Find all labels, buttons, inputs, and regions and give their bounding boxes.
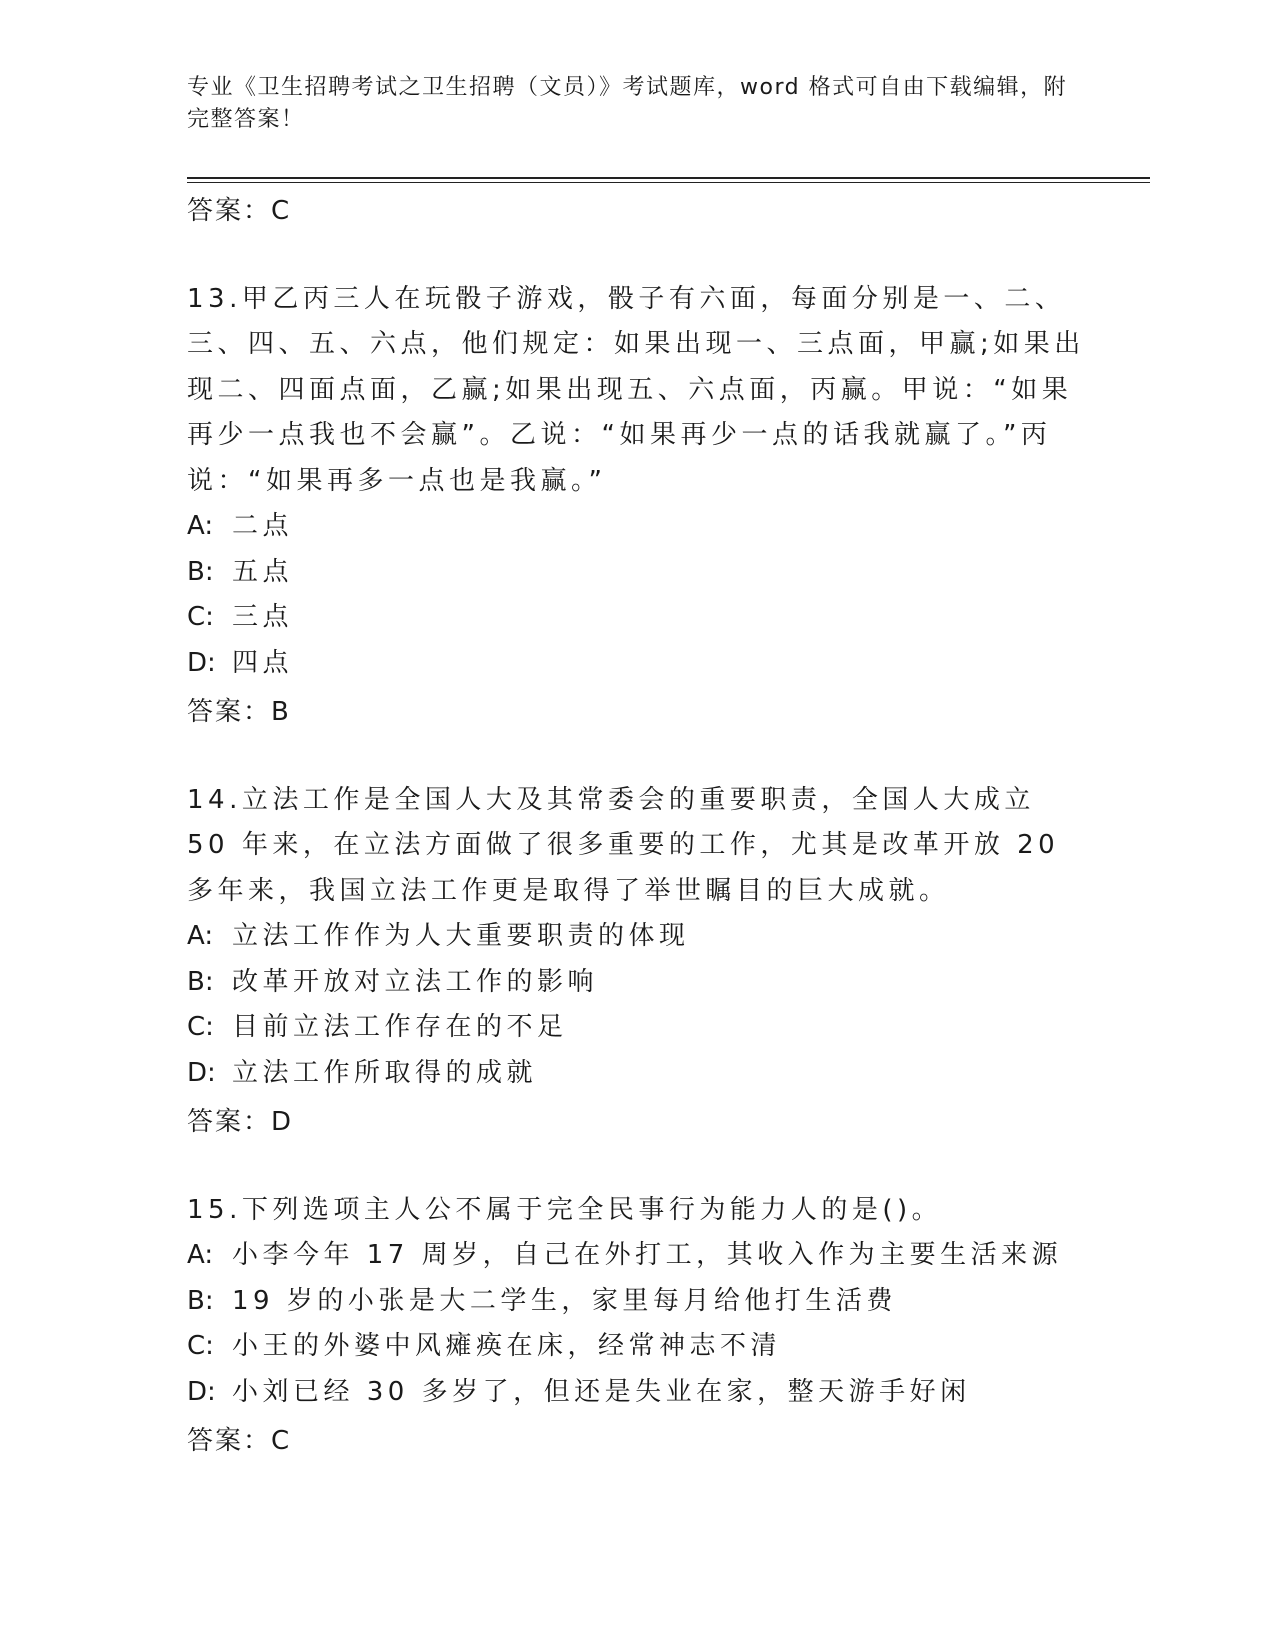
option-a xyxy=(187,914,1087,960)
header-rule-thin xyxy=(187,182,1150,183)
option-key: B: xyxy=(187,556,214,587)
option-key: B: xyxy=(187,1285,214,1316)
option-text: 三点 xyxy=(232,602,294,632)
option-text: 五点 xyxy=(232,556,294,587)
option-text: 改革开放对立法工作的影响 xyxy=(232,966,599,997)
option-d xyxy=(187,1370,1087,1416)
question-list xyxy=(187,185,1087,1465)
answer-line: 答案：B xyxy=(187,697,291,727)
document-header: 专业《卫生招聘考试之卫生招聘（文员）》考试题库，word 格式可自由下载编辑，附完整答案！ xyxy=(187,75,1068,132)
option-key: C: xyxy=(187,1331,214,1361)
option-text: 立法工作所取得的成就 xyxy=(232,1057,538,1088)
option-text: 目前立法工作存在的不足 xyxy=(232,1012,568,1042)
option-c xyxy=(187,1324,1087,1370)
question-15 xyxy=(187,1188,1087,1465)
option-b xyxy=(187,550,1087,596)
option-text: 立法工作作为人大重要职责的体现 xyxy=(232,921,690,951)
option-key: D: xyxy=(187,647,216,678)
option-text: 二点 xyxy=(232,511,294,541)
question-14 xyxy=(187,778,1087,1146)
option-key: C: xyxy=(187,1012,214,1042)
header-rule-thick xyxy=(187,177,1150,179)
option-key: A: xyxy=(187,511,214,541)
answer-line: 答案：D xyxy=(187,1107,294,1137)
question-13 xyxy=(187,277,1087,736)
option-d xyxy=(187,641,1087,687)
option-text: 小李今年 17 周岁，自己在外打工，其收入作为主要生活来源 xyxy=(232,1240,1063,1270)
question-text: 15.下列选项主人公不属于完全民事行为能力人的是()。 xyxy=(187,1194,943,1225)
option-b xyxy=(187,960,1087,1006)
answer-line: 答案：C xyxy=(187,196,292,226)
answer-line: 答案：C xyxy=(187,1426,292,1456)
option-text: 小王的外婆中风瘫痪在床，经常神志不清 xyxy=(232,1331,782,1361)
option-b xyxy=(187,1279,1087,1325)
option-key: C: xyxy=(187,602,214,632)
option-d xyxy=(187,1051,1087,1097)
option-text: 小刘已经 30 多岁了，但还是失业在家，整天游手好闲 xyxy=(232,1376,971,1407)
option-key: B: xyxy=(187,966,214,997)
option-a xyxy=(187,504,1087,550)
option-key: A: xyxy=(187,921,214,951)
option-c xyxy=(187,595,1087,641)
option-text: 四点 xyxy=(232,647,294,678)
option-key: A: xyxy=(187,1240,214,1270)
option-key: D: xyxy=(187,1376,216,1407)
option-a xyxy=(187,1233,1087,1279)
question-text: 14.立法工作是全国人大及其常委会的重要职责，全国人大成立 50 年来，在立法方面做了很多重要的工作，尤其是改革开放 20 多年来，我国立法工作更是取得了举世瞩目的巨大成就。 xyxy=(187,784,1060,906)
question-text: 13.甲乙丙三人在玩骰子游戏，骰子有六面，每面分别是一、二、三、四、五、六点，他们规定：如果出现一、三点面，甲赢;如果出现二、四面点面，乙赢;如果出现五、六点面，丙赢。甲说：“如果再少一点我也不会赢”。乙说：“如果再少一点的话我就赢了。”丙说：“如果再多一点也是我赢。” xyxy=(187,283,1085,496)
option-text: 19 岁的小张是大二学生，家里每月给他打生活费 xyxy=(232,1285,897,1316)
option-key: D: xyxy=(187,1057,216,1088)
option-c xyxy=(187,1005,1087,1051)
